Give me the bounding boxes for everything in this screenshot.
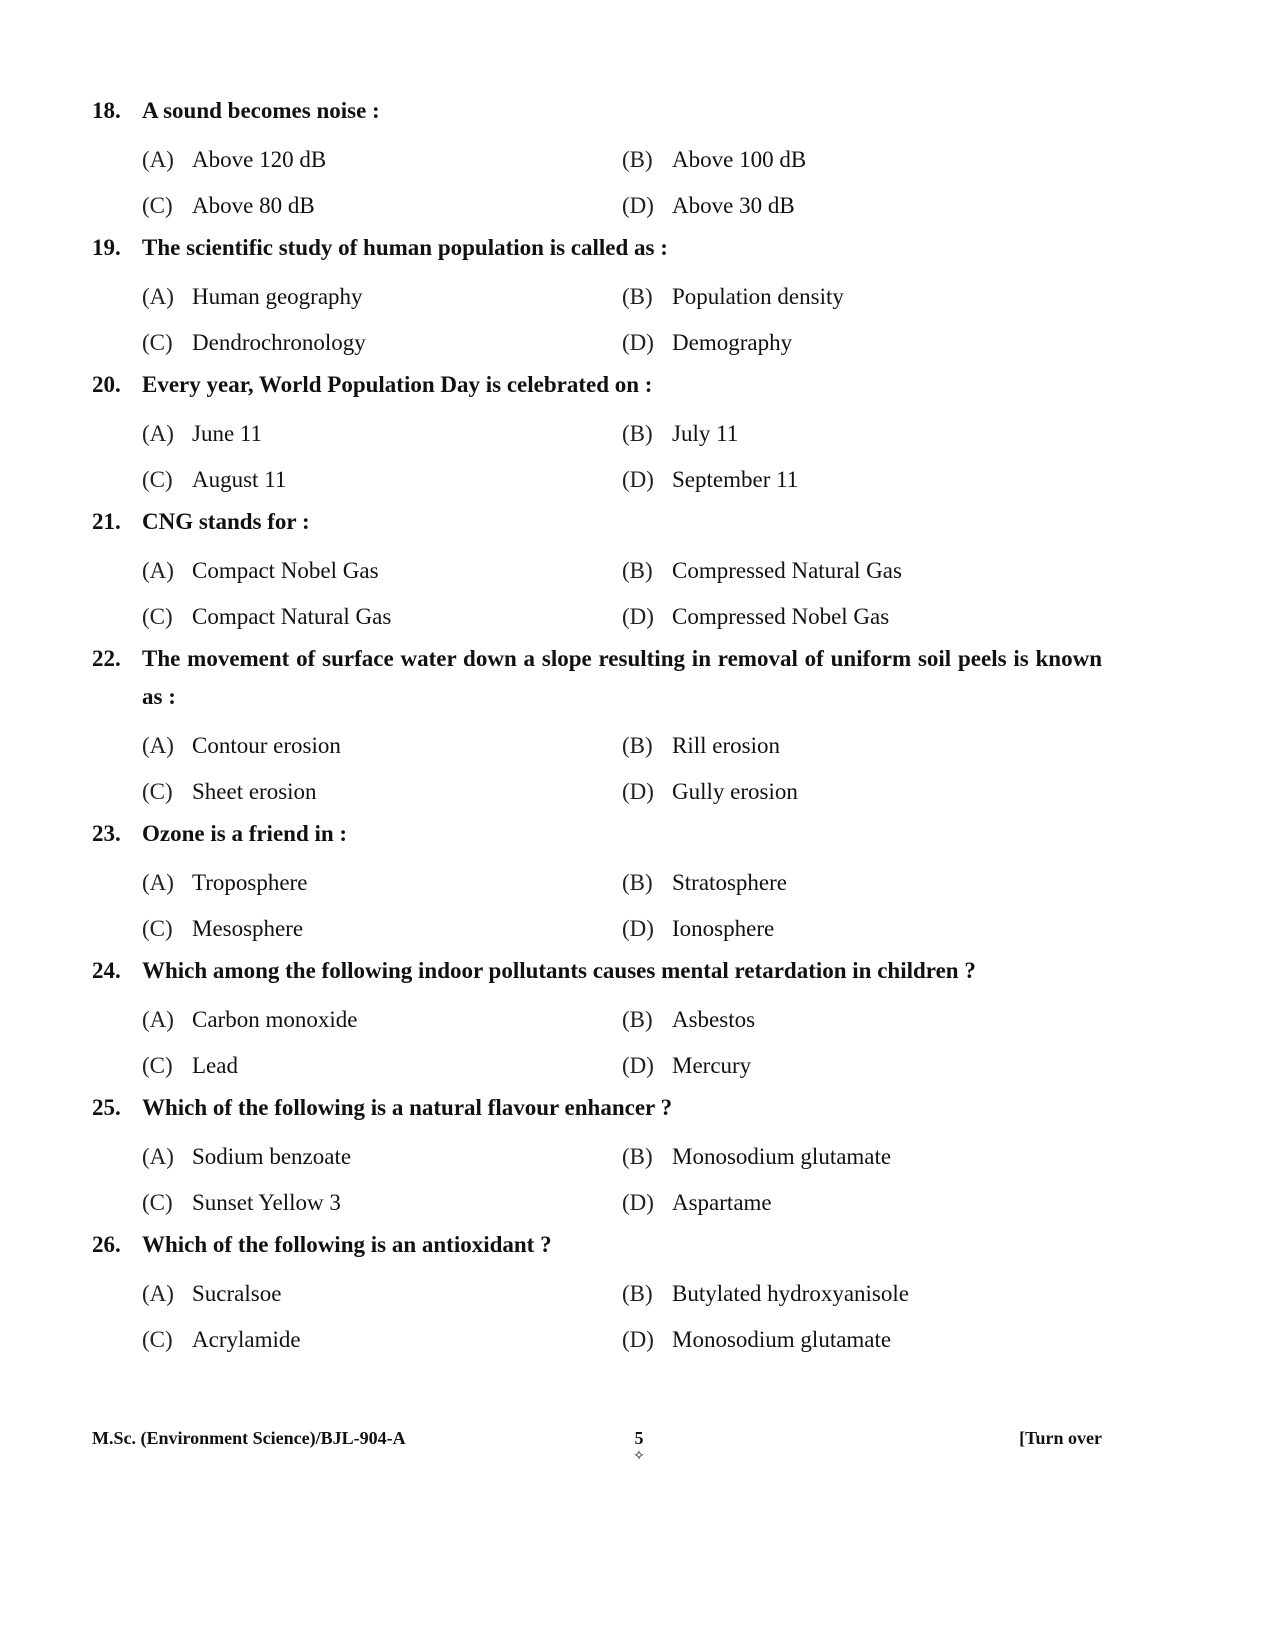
- option-letter: (D): [622, 330, 654, 355]
- option-row: [92, 997, 1102, 1043]
- option-row: [92, 548, 1102, 594]
- page-number: 5: [634, 1428, 644, 1448]
- option-letter: (C): [142, 779, 173, 804]
- question-list: [92, 92, 1102, 1363]
- option-c: [142, 183, 622, 229]
- option-letter: (A): [142, 284, 174, 309]
- option-row: [92, 594, 1102, 640]
- option-b: [622, 997, 1102, 1043]
- option-row: [92, 137, 1102, 183]
- question-21: [92, 503, 1102, 640]
- question-18: [92, 92, 1102, 229]
- question-number: 20.: [92, 372, 121, 397]
- option-row: [92, 860, 1102, 906]
- option-text: August 11: [192, 467, 287, 492]
- option-letter: (C): [142, 1190, 173, 1215]
- question-26: [92, 1226, 1102, 1363]
- option-d: [622, 906, 1102, 952]
- option-b: [622, 548, 1102, 594]
- option-row: [92, 723, 1102, 769]
- option-text: Above 80 dB: [192, 193, 315, 218]
- option-letter: (A): [142, 558, 174, 583]
- option-b: [622, 1271, 1102, 1317]
- option-letter: (D): [622, 779, 654, 804]
- option-text: Gully erosion: [672, 779, 798, 804]
- option-row: [92, 183, 1102, 229]
- option-letter: (A): [142, 1281, 174, 1306]
- option-text: Stratosphere: [672, 870, 787, 895]
- option-row: [92, 1180, 1102, 1226]
- option-letter: (D): [622, 1190, 654, 1215]
- option-row: [92, 320, 1102, 366]
- question-text: Ozone is a friend in :: [142, 821, 348, 846]
- option-c: [142, 457, 622, 503]
- option-text: Sodium benzoate: [192, 1144, 352, 1169]
- option-letter: (D): [622, 1327, 654, 1352]
- option-letter: (C): [142, 1327, 173, 1352]
- option-letter: (A): [142, 870, 174, 895]
- option-letter: (B): [622, 733, 653, 758]
- option-a: [142, 274, 622, 320]
- option-d: [622, 769, 1102, 815]
- turn-over-label: [Turn over: [1019, 1428, 1102, 1448]
- option-row: [92, 411, 1102, 457]
- option-text: Above 120 dB: [192, 147, 327, 172]
- option-a: [142, 411, 622, 457]
- option-text: Above 30 dB: [672, 193, 795, 218]
- option-b: [622, 274, 1102, 320]
- option-c: [142, 594, 622, 640]
- option-text: Contour erosion: [192, 733, 341, 758]
- option-row: [92, 274, 1102, 320]
- option-a: [142, 1271, 622, 1317]
- option-text: Demography: [672, 330, 793, 355]
- question-number: 19.: [92, 235, 121, 260]
- question-heading: [92, 92, 1102, 130]
- question-number: 22.: [92, 646, 121, 671]
- option-d: [622, 183, 1102, 229]
- option-letter: (C): [142, 193, 173, 218]
- option-text: Asbestos: [672, 1007, 756, 1032]
- option-text: Aspartame: [672, 1190, 772, 1215]
- star-ornament-icon: ✧: [633, 1448, 645, 1464]
- option-letter: (A): [142, 1007, 174, 1032]
- question-heading: [92, 815, 1102, 853]
- option-a: [142, 1134, 622, 1180]
- option-c: [142, 906, 622, 952]
- question-text: Which of the following is an antioxidant ?: [142, 1232, 552, 1257]
- course-code: M.Sc. (Environment Science)/BJL-904-A: [92, 1428, 406, 1448]
- question-heading: [92, 952, 1102, 990]
- option-text: Sunset Yellow 3: [192, 1190, 341, 1215]
- question-number: 25.: [92, 1095, 121, 1120]
- question-number: 23.: [92, 821, 121, 846]
- question-heading: [92, 503, 1102, 541]
- option-text: Compact Natural Gas: [192, 604, 392, 629]
- question-number: 18.: [92, 98, 121, 123]
- option-text: July 11: [672, 421, 739, 446]
- option-a: [142, 137, 622, 183]
- page-footer: [92, 1428, 1102, 1468]
- question-number: 24.: [92, 958, 121, 983]
- option-text: Compressed Nobel Gas: [672, 604, 890, 629]
- option-letter: (B): [622, 421, 653, 446]
- option-letter: (B): [622, 558, 653, 583]
- option-b: [622, 1134, 1102, 1180]
- option-row: [92, 1043, 1102, 1089]
- option-text: Compact Nobel Gas: [192, 558, 379, 583]
- page-number-block: [624, 1428, 654, 1463]
- option-d: [622, 1317, 1102, 1363]
- option-text: Acrylamide: [192, 1327, 301, 1352]
- option-letter: (C): [142, 1053, 173, 1078]
- question-number: 26.: [92, 1232, 121, 1257]
- option-letter: (D): [622, 193, 654, 218]
- option-text: Carbon monoxide: [192, 1007, 358, 1032]
- question-text: Which of the following is a natural flavour enhancer ?: [142, 1095, 673, 1120]
- option-row: [92, 769, 1102, 815]
- option-text: Lead: [192, 1053, 238, 1078]
- option-a: [142, 548, 622, 594]
- option-row: [92, 1271, 1102, 1317]
- option-row: [92, 906, 1102, 952]
- question-text: The movement of surface water down a slope resulting in removal of uniform soil peels is known as :: [142, 646, 1102, 709]
- option-text: June 11: [192, 421, 263, 446]
- option-letter: (C): [142, 467, 173, 492]
- option-text: Monosodium glutamate: [672, 1144, 892, 1169]
- option-d: [622, 457, 1102, 503]
- option-text: Human geography: [192, 284, 363, 309]
- option-letter: (B): [622, 147, 653, 172]
- question-number: 21.: [92, 509, 121, 534]
- question-heading: [92, 229, 1102, 267]
- question-text: CNG stands for :: [142, 509, 310, 534]
- option-a: [142, 997, 622, 1043]
- option-letter: (A): [142, 147, 174, 172]
- option-letter: (B): [622, 1007, 653, 1032]
- option-letter: (A): [142, 1144, 174, 1169]
- question-text: Which among the following indoor pollutants causes mental retardation in children ?: [142, 958, 976, 983]
- option-b: [622, 723, 1102, 769]
- option-letter: (B): [622, 284, 653, 309]
- option-letter: (D): [622, 1053, 654, 1078]
- option-letter: (A): [142, 733, 174, 758]
- option-text: Rill erosion: [672, 733, 780, 758]
- option-letter: (C): [142, 916, 173, 941]
- option-row: [92, 1317, 1102, 1363]
- option-c: [142, 1180, 622, 1226]
- option-text: Above 100 dB: [672, 147, 807, 172]
- option-text: September 11: [672, 467, 799, 492]
- option-c: [142, 320, 622, 366]
- option-text: Mercury: [672, 1053, 752, 1078]
- question-text: A sound becomes noise :: [142, 98, 380, 123]
- option-text: Ionosphere: [672, 916, 775, 941]
- question-19: [92, 229, 1102, 366]
- question-heading: [92, 640, 1102, 716]
- option-d: [622, 594, 1102, 640]
- question-20: [92, 366, 1102, 503]
- option-text: Mesosphere: [192, 916, 304, 941]
- question-heading: [92, 1089, 1102, 1127]
- option-c: [142, 1317, 622, 1363]
- option-letter: (C): [142, 330, 173, 355]
- option-letter: (B): [622, 870, 653, 895]
- option-text: Monosodium glutamate: [672, 1327, 892, 1352]
- question-heading: [92, 366, 1102, 404]
- option-d: [622, 1180, 1102, 1226]
- option-letter: (C): [142, 604, 173, 629]
- question-heading: [92, 1226, 1102, 1264]
- option-letter: (D): [622, 604, 654, 629]
- option-a: [142, 723, 622, 769]
- option-a: [142, 860, 622, 906]
- option-letter: (B): [622, 1144, 653, 1169]
- option-d: [622, 1043, 1102, 1089]
- option-text: Sucralsoe: [192, 1281, 282, 1306]
- question-22: [92, 640, 1102, 815]
- question-25: [92, 1089, 1102, 1226]
- option-text: Butylated hydroxyanisole: [672, 1281, 909, 1306]
- option-b: [622, 137, 1102, 183]
- option-row: [92, 1134, 1102, 1180]
- option-b: [622, 411, 1102, 457]
- question-24: [92, 952, 1102, 1089]
- option-text: Sheet erosion: [192, 779, 317, 804]
- option-b: [622, 860, 1102, 906]
- option-text: Dendrochronology: [192, 330, 366, 355]
- option-text: Population density: [672, 284, 844, 309]
- option-row: [92, 457, 1102, 503]
- option-c: [142, 769, 622, 815]
- question-text: Every year, World Population Day is celebrated on :: [142, 372, 653, 397]
- question-23: [92, 815, 1102, 952]
- option-c: [142, 1043, 622, 1089]
- option-text: Troposphere: [192, 870, 308, 895]
- option-letter: (D): [622, 916, 654, 941]
- option-letter: (D): [622, 467, 654, 492]
- option-d: [622, 320, 1102, 366]
- option-letter: (B): [622, 1281, 653, 1306]
- option-text: Compressed Natural Gas: [672, 558, 902, 583]
- option-letter: (A): [142, 421, 174, 446]
- question-text: The scientific study of human population is called as :: [142, 235, 668, 260]
